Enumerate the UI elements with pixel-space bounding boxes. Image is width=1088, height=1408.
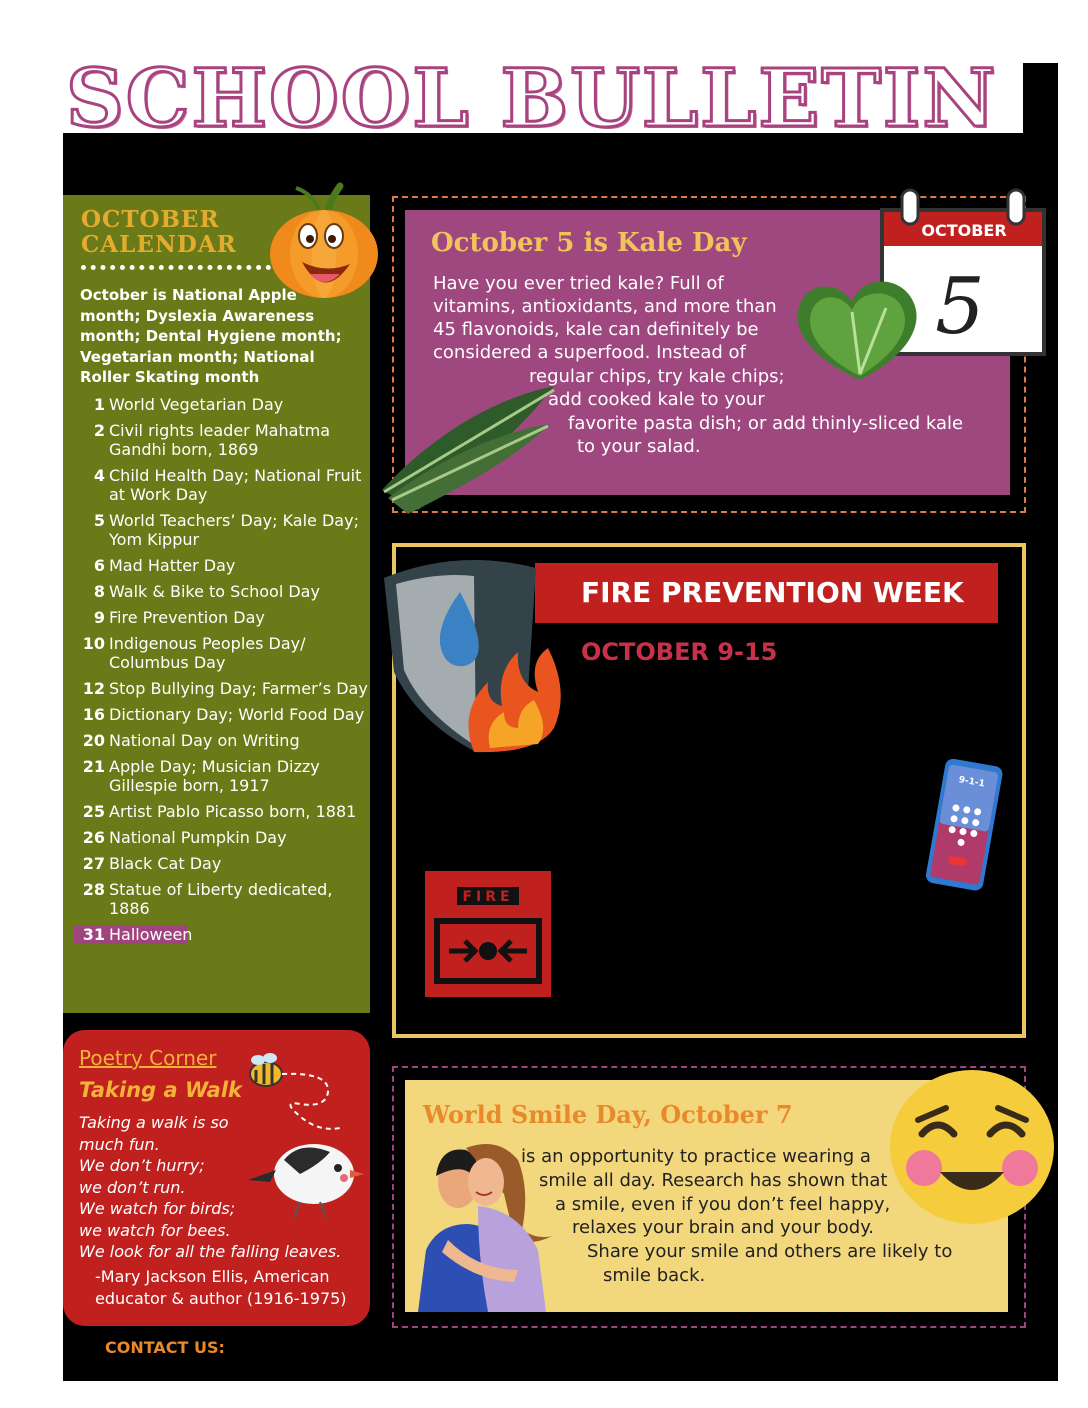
kale-line-5: regular chips, try kale chips; [529, 366, 785, 387]
kale-heart-icon [790, 268, 930, 388]
calendar-item-text: Halloween [109, 925, 193, 944]
smile-title: World Smile Day, October 7 [423, 1100, 793, 1129]
alarm-label: FIRE [462, 889, 514, 905]
fire-title: FIRE PREVENTION WEEK [581, 576, 964, 609]
calendar-item-text: Stop Bullying Day; Farmer’s Day [109, 679, 368, 698]
poem-author [95, 1266, 347, 1309]
calendar-intro: October is National Apple month; Dyslexia Awareness month; Dental Hygiene month; Vegetarian month; National Roller Skating month [80, 286, 342, 386]
poem-line: we don’t run. [79, 1177, 186, 1197]
smile-line-3: a smile, even if you don’t feel happy, [555, 1194, 891, 1215]
calendar-item-day: 10 [82, 634, 105, 653]
calendar-item-text: Child Health Day; National Fruit at Work Day [109, 466, 362, 504]
calendar-item-day: 5 [93, 511, 105, 530]
calendar-item-text: Apple Day; Musician Dizzy Gillespie born, 1917 [109, 757, 320, 795]
calendar-item-day: 27 [82, 854, 105, 873]
kale-line-3: 45 flavonoids, kale can definitely be [433, 319, 759, 340]
calendar-item-text: Statue of Liberty dedicated, 1886 [109, 880, 333, 918]
calendar-item-text: Walk & Bike to School Day [109, 582, 320, 601]
calendar-item-day: 1 [93, 395, 105, 414]
calendar-item-day: 2 [93, 421, 105, 440]
calendar-item [79, 731, 369, 750]
smile-line-6: smile back. [603, 1265, 706, 1286]
kale-line-2: vitamins, antioxidants, and more than [433, 296, 777, 317]
page-title: SCHOOL BULLETIN [66, 51, 998, 145]
calendar-item-day: 28 [82, 880, 105, 899]
poetry-heading: Poetry Corner [79, 1046, 217, 1070]
poem-line: We look for all the falling leaves. [79, 1242, 342, 1261]
pumpkin-icon [268, 182, 382, 302]
hugging-couple-icon [418, 1140, 558, 1312]
calendar-item-text: Black Cat Day [109, 854, 222, 873]
calendar-item-day: 8 [93, 582, 105, 601]
calendar-item-day: 25 [82, 802, 105, 821]
calendar-item-text: Civil rights leader Mahatma Gandhi born, 1869 [109, 421, 331, 459]
poem-line: We don’t hurry; [79, 1156, 205, 1175]
calendar-item-day: 21 [82, 757, 105, 776]
poem-line: We watch for birds; [79, 1199, 236, 1218]
phone-911-icon [925, 758, 1007, 894]
poem-author-line2: educator & author (1916-1975) [95, 1288, 347, 1308]
calendar-item [79, 421, 369, 459]
calendar-item [79, 395, 369, 414]
calendar-heading [81, 207, 237, 257]
phone-label: 9-1-1 [957, 775, 986, 790]
shield-water-fire-icon [378, 552, 568, 756]
calendar-item [79, 582, 369, 601]
calendar-item [79, 880, 369, 918]
smile-line-4: relaxes your brain and your body. [572, 1217, 875, 1238]
poem-line: much fun. [79, 1134, 160, 1154]
contact-label: CONTACT US: [105, 1338, 225, 1357]
calendar-item-day: 20 [82, 731, 105, 750]
smile-line-2: smile all day. Research has shown that [539, 1170, 888, 1191]
calendar-list [79, 395, 369, 951]
calendar-item-day: 16 [82, 705, 105, 724]
calendar-item [79, 511, 369, 549]
calendar-item [79, 634, 369, 672]
calendar-item-text: Artist Pablo Picasso born, 1881 [109, 802, 357, 821]
fire-dates: OCTOBER 9-15 [581, 638, 778, 666]
calendar-item-text: Fire Prevention Day [109, 608, 265, 627]
calendar-item-text: World Teachers’ Day; Kale Day; Yom Kippur [109, 511, 359, 549]
calendar-item [79, 828, 369, 847]
calendar-item [79, 556, 369, 575]
calendar-item-day: 26 [82, 828, 105, 847]
calendar-heading-line1: OCTOBER [81, 206, 220, 233]
bird-and-bee-icon [240, 1052, 366, 1222]
kale-line-7: favorite pasta dish; or add thinly-sliced kale [568, 413, 964, 434]
smile-line-5: Share your smile and others are likely to [587, 1241, 953, 1262]
poem-title: Taking a Walk [79, 1078, 243, 1102]
calendar-item [79, 608, 369, 627]
kale-line-8: to your salad. [577, 436, 701, 457]
kale-line-4: considered a superfood. Instead of [433, 342, 746, 363]
calendar-item-text: National Day on Writing [109, 731, 300, 750]
poem-line: we watch for bees. [79, 1220, 231, 1240]
calendar-item [79, 802, 369, 821]
kale-line-1: Have you ever tried kale? Full of [433, 273, 724, 294]
kale-title: October 5 is Kale Day [431, 228, 747, 258]
calendar-item-text: Indigenous Peoples Day/ Columbus Day [109, 634, 306, 672]
calendar-heading-line2: CALENDAR [81, 231, 237, 258]
calendar-item [79, 679, 369, 698]
calendar-item-day: 4 [93, 466, 105, 485]
calendar-item-day: 6 [93, 556, 105, 575]
october-calendar-panel [63, 195, 370, 1013]
calendar-item [79, 705, 369, 724]
smile-line-1: is an opportunity to practice wearing a [521, 1146, 871, 1167]
calendar-item [79, 466, 369, 504]
dotted-divider [81, 265, 271, 270]
calendar-item-text: Mad Hatter Day [109, 556, 236, 575]
fire-alarm-icon [425, 871, 551, 997]
calendar-item-day: 12 [82, 679, 105, 698]
calendar-item [79, 854, 369, 873]
poem-line: Taking a walk is so [79, 1113, 229, 1132]
calendar-item-day: 31 [82, 925, 105, 944]
calendar-item [74, 925, 193, 944]
calendar-day-number: 5 [935, 262, 985, 352]
poem-author-line1: -Mary Jackson Ellis, American [95, 1267, 330, 1286]
smiling-emoji-icon [888, 1068, 1056, 1226]
calendar-item-text: National Pumpkin Day [109, 828, 287, 847]
calendar-item-text: Dictionary Day; World Food Day [109, 705, 365, 724]
calendar-item-day: 9 [93, 608, 105, 627]
calendar-month-label: OCTOBER [921, 221, 1007, 240]
calendar-item-text: World Vegetarian Day [109, 395, 284, 414]
kale-leaves-icon [378, 380, 558, 530]
calendar-item [79, 757, 369, 795]
kale-line-6: add cooked kale to your [548, 389, 765, 410]
